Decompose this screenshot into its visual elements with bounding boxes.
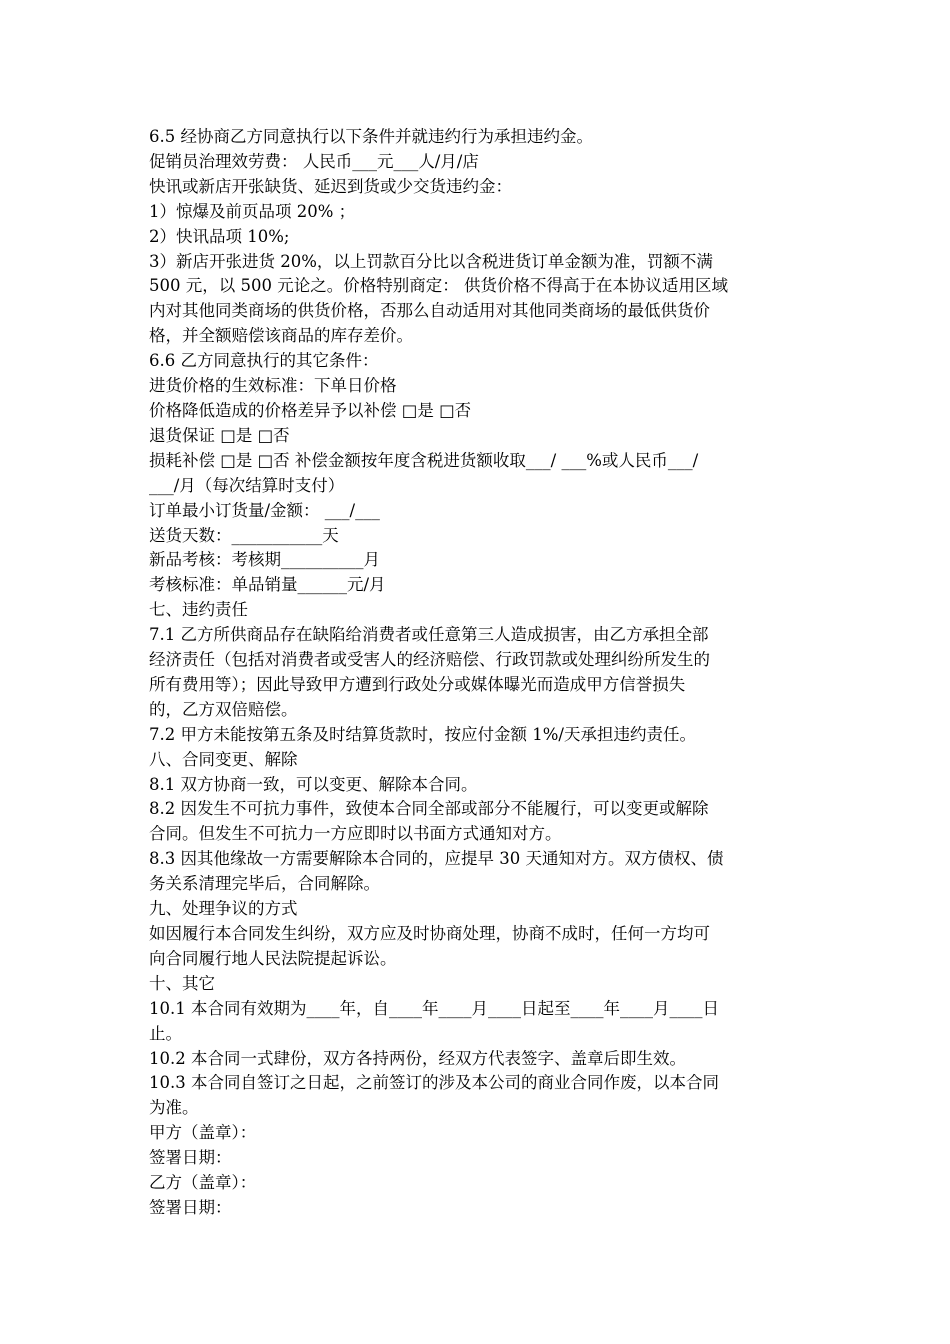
clause-6-6-heading: 6.6 乙方同意执行的其它条件： [149, 351, 379, 371]
new-product-evaluation: 新品考核：考核期__________月 [149, 550, 380, 570]
minimum-order: 订单最小订货量/金额： ___/___ [149, 500, 380, 520]
clause-8-2-line-2: 合同。但发生不可抗力一方应即时以书面方式通知对方。 [149, 824, 562, 844]
penalty-item-3-line-2: 500 元，以 500 元论之。价格特别商定： 供货价格不得高于在本协议适用区域 [149, 276, 728, 296]
clause-6-5-heading: 6.5 经协商乙方同意执行以下条件并就违约行为承担违约金。 [149, 127, 593, 146]
clause-8-3-line-2: 务关系清理完毕后，合同解除。 [149, 874, 380, 894]
clause-7-1-line-2: 经济责任（包括对消费者或受害人的经济赔偿、行政罚款或处理纠纷所发生的 [149, 650, 710, 670]
clause-7-2: 7.2 甲方未能按第五条及时结算货款时，按应付金额 1%/天承担违约责任。 [149, 724, 696, 744]
penalty-item-3-line-4: 格，并全额赔偿该商品的库存差价。 [149, 326, 413, 346]
price-difference-compensation: 价格降低造成的价格差异予以补偿 □是 □否 [149, 400, 472, 420]
section-7-heading: 七、违约责任 [149, 600, 248, 620]
price-effective-standard: 进货价格的生效标准：下单日价格 [149, 376, 397, 396]
clause-8-3-line-1: 8.3 因其他缘故一方需要解除本合同的，应提早 30 天通知对方。双方债权、债 [149, 849, 724, 869]
delivery-days: 送货天数：___________天 [149, 525, 339, 545]
dispute-resolution-line-1: 如因履行本合同发生纠纷，双方应及时协商处理，协商不成时，任何一方均可 [149, 924, 710, 943]
return-guarantee: 退货保证 □是 □否 [149, 425, 290, 445]
party-b-sign-date: 签署日期： [149, 1197, 232, 1217]
penalty-item-1: 1）惊爆及前页品项 20% ； [149, 201, 356, 221]
party-b-seal: 乙方（盖章）： [149, 1173, 257, 1193]
contract-page [149, 125, 801, 1221]
shortage-penalty-line: 快讯或新店开张缺货、延迟到货或少交货违约金： [149, 176, 512, 196]
party-a-sign-date: 签署日期： [149, 1148, 232, 1168]
party-a-seal: 甲方（盖章）： [149, 1123, 257, 1143]
penalty-item-3-line-1: 3）新店开张进货 20%，以上罚款百分比以含税进货订单金额为准，罚额不满 [149, 251, 713, 271]
clause-10-3-line-1: 10.3 本合同自签订之日起，之前签订的涉及本公司的商业合同作废，以本合同 [149, 1073, 719, 1093]
clause-10-1-line-1: 10.1 本合同有效期为____年，自____年____月____日起至____年____月____日 [149, 998, 719, 1018]
section-9-heading: 九、处理争议的方式 [149, 899, 298, 919]
loss-compensation-line-2: ___/月（每次结算时支付） [149, 475, 345, 495]
penalty-item-3-line-3: 内对其他同类商场的供货价格，否那么自动适用对其他同类商场的最低供货价 [149, 301, 710, 321]
clause-7-1-line-4: 的，乙方双倍赔偿。 [149, 699, 298, 719]
clause-10-3-line-2: 为准。 [149, 1098, 199, 1118]
section-8-heading: 八、合同变更、解除 [149, 749, 298, 769]
promoter-fee-line: 促销员治理效劳费： 人民币___元___人/月/店 [149, 151, 479, 171]
clause-7-1-line-3: 所有费用等）；因此导致甲方遭到行政处分或媒体曝光而造成甲方信誉损失 [149, 674, 686, 694]
evaluation-standard: 考核标准：单品销量______元/月 [149, 575, 386, 595]
penalty-item-2: 2）快讯品项 10%; [149, 226, 290, 246]
clause-8-1: 8.1 双方协商一致，可以变更、解除本合同。 [149, 774, 478, 794]
clause-10-1-line-2: 止。 [149, 1023, 182, 1043]
clause-7-1-line-1: 7.1 乙方所供商品存在缺陷给消费者或任意第三人造成损害，由乙方承担全部 [149, 625, 709, 645]
loss-compensation-line-1: 损耗补偿 □是 □否 补偿金额按年度含税进货额收取___/ ___%或人民币___/ [149, 450, 699, 470]
clause-8-2-line-1: 8.2 因发生不可抗力事件，致使本合同全部或部分不能履行，可以变更或解除 [149, 799, 709, 819]
section-10-heading: 十、其它 [149, 973, 215, 993]
dispute-resolution-line-2: 向合同履行地人民法院提起诉讼。 [149, 948, 397, 968]
clause-10-2: 10.2 本合同一式肆份，双方各持两份，经双方代表签字、盖章后即生效。 [149, 1048, 686, 1068]
